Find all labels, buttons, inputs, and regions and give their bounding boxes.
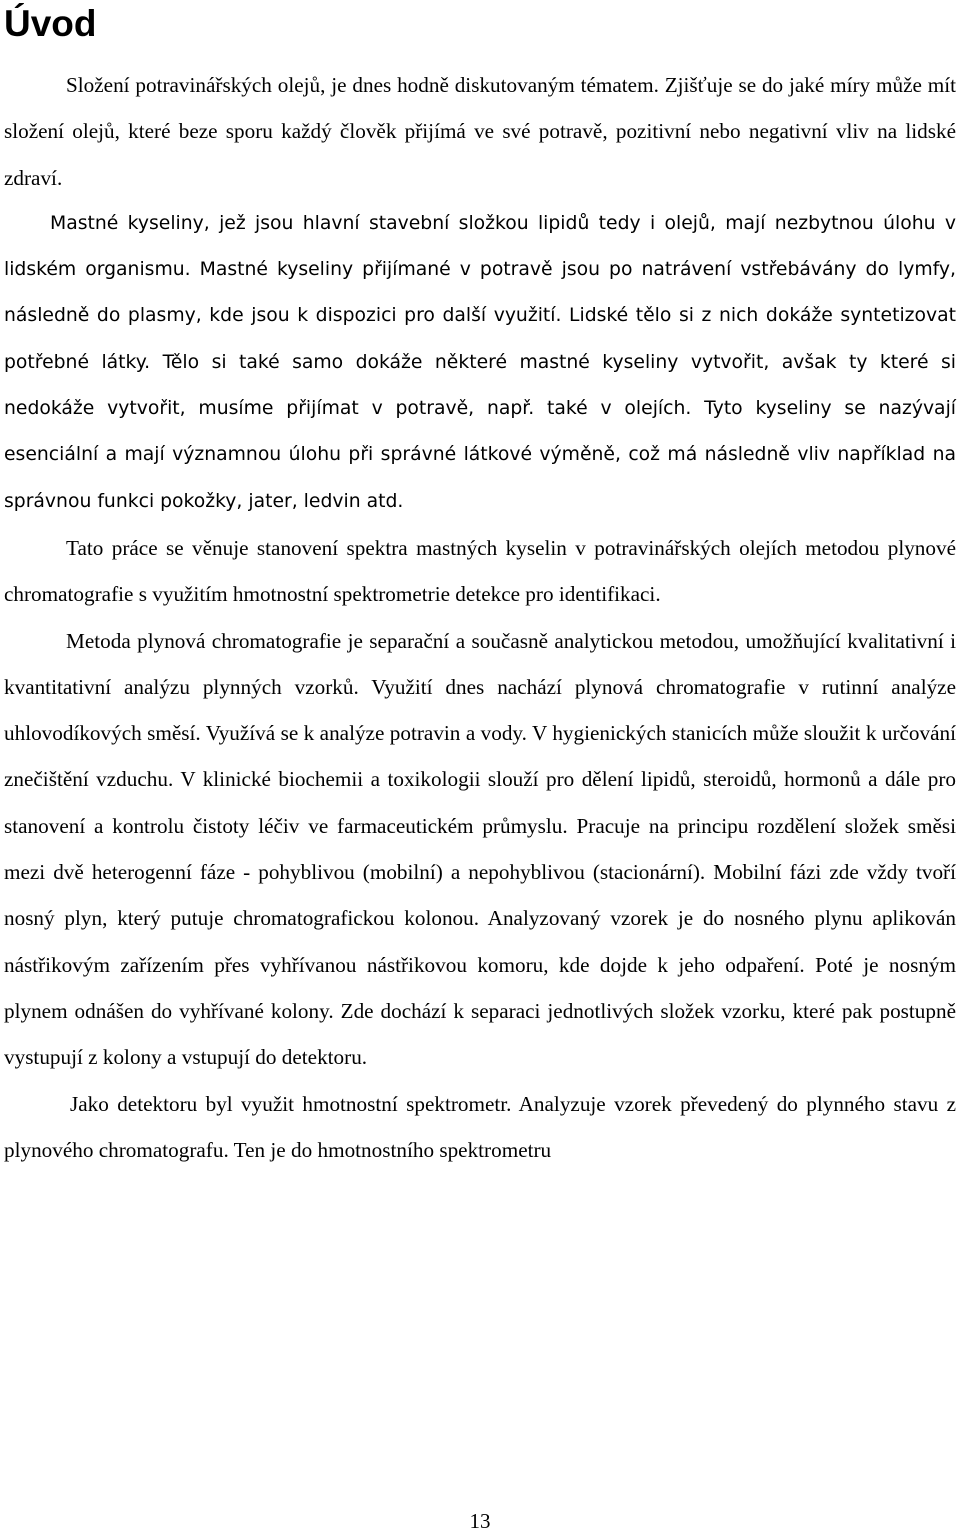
paragraph-text: Tato práce se věnuje stanovení spektra mastných kyselin v potravinářských olejích metodou plynové chromatografie s využitím hmotnostní spektrometrie detekce pro identifikaci. (4, 535, 956, 607)
paragraph-intro (4, 62, 956, 201)
paragraph-gas-chromatography (4, 618, 956, 1081)
body-text (4, 62, 956, 1173)
paragraph-thesis-aim (4, 525, 956, 618)
page-number: 13 (469, 1509, 491, 1533)
paragraph-fatty-acids (4, 201, 956, 525)
paragraph-text: Jako detektoru byl využit hmotnostní spektrometr. Analyzuje vzorek převedený do plynného stavu z plynového chromatografu. Ten je do hmotnostního spektrometru (4, 1091, 956, 1162)
paragraph-text: Tělo si také samo dokáže některé mastné kyseliny vytvořit, avšak ty které si nedokáže vytvořit, musíme přijímat v potravě, např. také v olejích. (4, 351, 956, 420)
paragraph-detector (4, 1081, 956, 1174)
paragraph-text: Složení potravinářských olejů, je dnes hodně diskutovaným tématem. Zjišťuje se do jaké míry může mít složení olejů, které beze sporu každý člověk přijímá ve své potravě, pozitivní nebo negativní vliv na lidské zdraví. (4, 73, 956, 190)
paragraph-text: Mastné kyseliny, jež jsou hlavní stavební složkou lipidů tedy i olejů, mají nezbytnou úlohu v lidském organismu. Mastné kyseliny přijímané v potravě jsou po natrávení vstřebávány do lymfy, následně do plasmy, kde jsou k dispozici pro další využití. Lidské tělo si z nich dokáže syntetizovat potřebné látky. (4, 212, 956, 373)
section-heading: Úvod (4, 3, 97, 44)
paragraph-text: Tyto kyseliny se nazývají esenciální a mají významnou úlohu při správné látkové výměně, což má následně vliv například na správnou funkci pokožky, jater, ledvin atd. (4, 398, 956, 512)
paragraph-text: Metoda plynová chromatografie je separační a současně analytickou metodou, umožňující kvalitativní i kvantitativní analýzu plynných vzorků. Využití dnes nachází plynová chromatografie v rutinní analýze uhlovodíkových směsí. Využívá se k analýze potravin a vody. V hygienických stanicích může sloužit k určování znečištění vzduchu. V klinické biochemii a toxikologii slouží pro dělení lipidů, steroidů, hormonů a dále pro stanovení a kontrolu čistoty léčiv ve farmaceutickém průmyslu. Pracuje na principu rozdělení složek směsi mezi dvě heterogenní fáze - pohyblivou (mobilní) a nepohyblivou (stacionární). Mobilní fázi zde vždy tvoří nosný plyn, který putuje chromatografickou kolonou. Analyzovaný vzorek je do nosného plynu aplikován nástřikovým zařízením přes vyhřívanou nástřikovou komoru, kde dojde k jeho odpaření. Poté je nosným plynem odnášen do vyhřívané kolony. Zde dochází k separaci jednotlivých složek vzorku, které pak postupně vystupují z kolony a vstupují do detektoru. (4, 628, 956, 1070)
